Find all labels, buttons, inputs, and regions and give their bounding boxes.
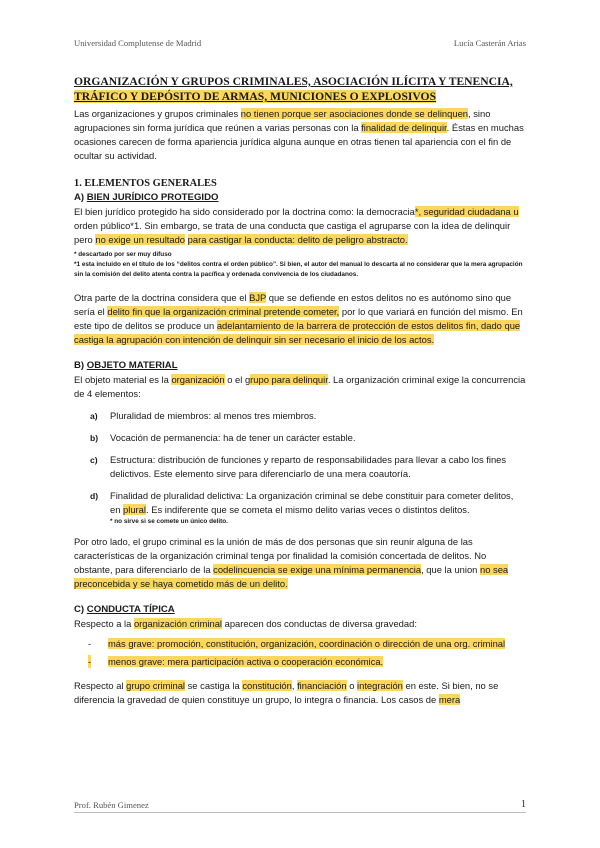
title-line-1: ORGANIZACIÓN Y GRUPOS CRIMINALES, ASOCIACIÓN ILÍCITA Y TENENCIA, (74, 75, 513, 88)
document-body (74, 74, 526, 707)
footer-professor: Prof. Rubén Gimenez (74, 800, 149, 810)
page-footer (74, 799, 526, 813)
subsection-heading-b: B) OBJETO MATERIAL (74, 360, 178, 371)
highlight: delito fin que la organización criminal pretende cometer, (107, 306, 340, 317)
highlight: no sea preconcebida y se haya cometido más de un delito. (74, 564, 509, 589)
page-number: 1 (521, 799, 526, 810)
highlight: organización criminal (133, 618, 222, 629)
list-item: b) Vocación de permanencia: ha de tener un carácter estable. (90, 432, 356, 443)
highlight: organización (171, 374, 225, 385)
paragraph-grupo-criminal: Por otro lado, el grupo criminal es la unión de más de dos personas que sin reunir alguna de las características de la organización criminal tenga por finalidad la comisión concertada de delitos. No obstante, para diferenciarlo de la codelincuencia se exige una mínima permanencia, que la union no sea preconcebida y se haya cometido más de un delito. (74, 536, 509, 589)
highlight: no tienen porque ser asociaciones donde se delinquen (240, 108, 469, 119)
section-title: 1. ELEMENTOS GENERALES (74, 178, 217, 189)
highlight: adelantamiento de la barrera de protección de estos delitos fin, dado que castiga la agrupación con intención de delinquir sin ser necesario el inicio de los actos. (74, 320, 521, 345)
footnote: *1 esta incluido en el título de los “delitos contra el orden público”. Si bien, el autor del manual lo descarta al no considerar que la mera agrupación sin la comisión del delito atenta contra la pacífica y ordenada convivencia de los ciudadanos. (74, 261, 523, 278)
highlight: integración (357, 680, 403, 691)
conduct-list (74, 637, 526, 668)
intro-paragraph: Las organizaciones y grupos criminales no tienen porque ser asociaciones donde se delinquen, sino agrupaciones sin forma jurídica que reúnen a varias personas con la finalidad de delinquir. Éstas en muchas ocasiones carecen de forma apariencia jurídica alguna aunque en otras tienen tal apariencia con el fin de ocultar su actividad. (74, 108, 524, 161)
subsection-heading-a: A) BIEN JURÍDICO PROTEGIDO (74, 192, 219, 203)
paragraph-bien-juridico: El bien jurídico protegido ha sido considerado por la doctrina como: la democracia*, seguridad ciudadana u orden público*1. Sin embargo, se trata de una conducta que castiga el agruparse con la idea de delinquir pero no exige un resultado para castigar la conducta: delito de peligro abstracto. (74, 206, 519, 245)
list-item: a) Pluralidad de miembros: al menos tres miembros. (90, 410, 317, 421)
item-note: * no sirve si se comete un único delito. (110, 518, 228, 525)
highlight: BJP (249, 292, 267, 303)
list-item: d) Finalidad de pluralidad delictiva: La organización criminal se debe constituir para cometer delitos, en plural. Es indiferente que se cometa el mismo delito varias veces o distintos delitos. * no sirve si se comete un único delito. (74, 489, 526, 527)
subsection-heading-c: C) CONDUCTA TÍPICA (74, 604, 175, 615)
highlight: para castigar la conducta: delito de peligro abstracto. (187, 234, 408, 245)
paragraph-grupo: Respecto al grupo criminal se castiga la constitución, financiación o integración en este. Si bien, no se diferencia la gravedad de quien constituye un grupo, lo integra o financia. Los casos de mera (74, 680, 499, 705)
header-university: Universidad Complutense de Madrid (74, 38, 202, 48)
title-line-2: TRÁFICO Y DEPÓSITO DE ARMAS, MUNICIONES O EXPLOSIVOS (74, 90, 437, 103)
highlight: menos grave: mera participación activa o cooperación económica. (108, 656, 384, 667)
document-title (74, 74, 526, 104)
paragraph-bjp: Otra parte de la doctrina considera que el BJP que se defiende en estos delitos no es autónomo sino que sería el delito fin que la organización criminal pretende cometer, por lo que variará en función del mismo. En este tipo de delitos se produce un adelantamiento de la barrera de protección de estos delitos fin, dado que castiga la agrupación con intención de delinquir sin ser necesario el inicio de los actos. (74, 292, 523, 345)
highlight: rupo para delinquir (250, 374, 328, 385)
list-item: c) Estructura: distribución de funciones y reparto de responsabilidades para llevar a cabo los fines delictivos. Este elemento sirve para diferenciarlo de una mera coautoría. (90, 454, 507, 479)
highlight: plural (123, 504, 146, 515)
highlight: codelincuencia se exige una mínima permanencia (213, 564, 422, 575)
list-item: - más grave: promoción, constitución, organización, coordinación o dirección de una org. criminal (88, 638, 506, 649)
header-author: Lucía Casterán Arias (453, 38, 526, 48)
highlight: más grave: promoción, constitución, organización, coordinación o dirección de una org. criminal (108, 638, 506, 649)
highlight: grupo criminal (126, 680, 186, 691)
highlight: constitución (242, 680, 292, 691)
highlight: no exige un resultado (95, 234, 186, 245)
highlight: finalidad de delinquir (361, 122, 447, 133)
highlight: financiación (297, 680, 347, 691)
highlight: *, seguridad ciudadana u (414, 206, 519, 217)
highlight: mera (438, 694, 461, 705)
elements-list (74, 409, 526, 527)
paragraph-conducta: Respecto a la organización criminal aparecen dos conductas de diversa gravedad: (74, 618, 417, 629)
paragraph-objeto-material: El objeto material es la organización o el grupo para delinquir. La organización criminal exige la concurrencia de 4 elementos: (74, 374, 526, 399)
list-item: - menos grave: mera participación activa o cooperación económica. (88, 656, 384, 667)
footnote: * descartado por ser muy difuso (74, 251, 172, 258)
page-header (74, 38, 526, 48)
